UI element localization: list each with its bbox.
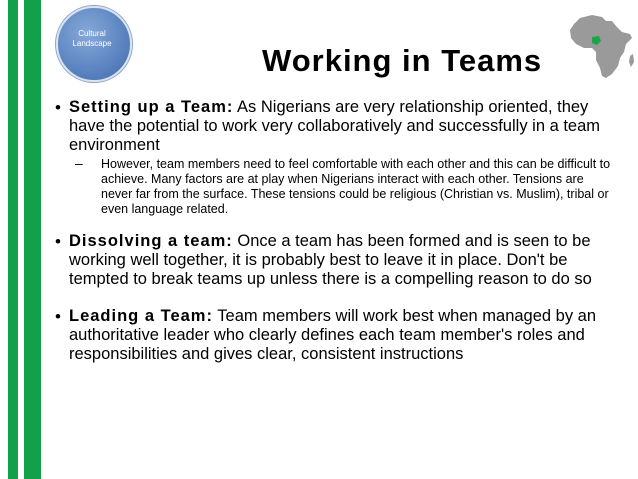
- left-border-white: [0, 0, 8, 479]
- left-stripe-green-thin: [8, 0, 18, 479]
- bullet-label: Setting up a Team:: [69, 98, 234, 116]
- cultural-landscape-badge: [56, 6, 132, 82]
- bullet-dissolving-team: [57, 232, 617, 289]
- bullet-leading-team: [57, 307, 617, 364]
- bullet-text: Once a team has been formed and is seen to be working well together, it is probably best to leave it in place. Don't be tempted to break teams up unless there is a compelling reason to do so: [69, 232, 592, 288]
- bullet-dot-icon: •: [55, 98, 61, 117]
- dash-icon: –: [75, 155, 83, 171]
- bullet-text: Team members will work best when managed by an authoritative leader who clearly defines each team member's roles and responsibilities and gives clear, consistent instructions: [69, 307, 597, 363]
- africa-map-icon: [566, 12, 636, 84]
- slide-title: Working in Teams: [262, 43, 543, 78]
- bullet-label: Dissolving a team:: [69, 232, 233, 250]
- badge-line-1: Cultural: [78, 29, 106, 38]
- left-stripe-green-wide: [24, 0, 41, 479]
- sub-bullet-text: However, team members need to feel comfortable with each other and this can be difficult to achieve. Many factors are at play when Nigerians interact with each other. Tensions are never far from the surface. These tensions could be religious (Christian vs. Muslim), tribal or even language related.: [101, 157, 611, 216]
- bullet-text: As Nigerians are very relationship oriented, they have the potential to work very collaboratively and successfully in a team environment: [69, 98, 601, 154]
- slide-content: [57, 98, 617, 364]
- sub-bullet-team-comfort: [75, 155, 617, 217]
- bullet-label: Leading a Team:: [69, 307, 213, 325]
- badge-line-2: Landscape: [72, 39, 112, 48]
- bullet-dot-icon: •: [55, 232, 61, 251]
- bullet-setting-up-team: [57, 98, 617, 155]
- bullet-dot-icon: •: [55, 307, 61, 326]
